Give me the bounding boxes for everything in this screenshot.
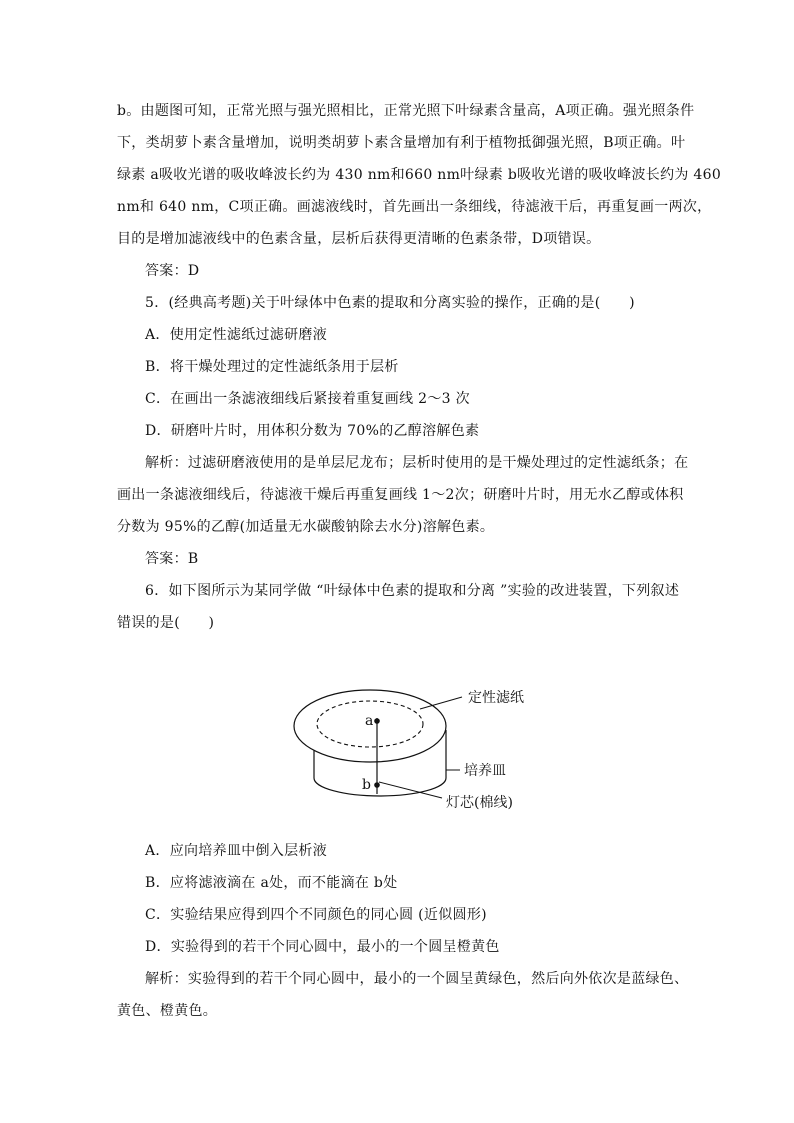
analysis-line: 黄色、橙黄色。 (117, 1003, 218, 1019)
answer-text: 答案：D (145, 263, 200, 279)
analysis-line: nm和 640 nm，C项正确。画滤液线时，首先画出一条细线，待滤液干后，再重复画一两次， (117, 199, 712, 215)
analysis-line: 目的是增加滤液线中的色素含量，层析后获得更清晰的色素条带，D项错误。 (117, 231, 601, 247)
option-a: A．应向培养皿中倒入层析液 (145, 843, 328, 859)
option-a: A．使用定性滤纸过滤研磨液 (145, 327, 328, 343)
option-b: B．将干燥处理过的定性滤纸条用于层析 (145, 359, 399, 375)
point-a-label: a (365, 713, 374, 729)
option-d: D．实验得到的若干个同心圆中，最小的一个圆呈橙黄色 (145, 939, 500, 955)
option-c: C．实验结果应得到四个不同颜色的同心圆 (近似圆形) (145, 907, 487, 923)
question-stem: 6．如下图所示为某同学做 “叶绿体中色素的提取和分离 ”实验的改进装置，下列叙述 (145, 583, 680, 599)
option-d: D．研磨叶片时，用体积分数为 70%的乙醇溶解色素 (145, 423, 480, 439)
question-stem-cont: 错误的是( ) (117, 615, 215, 631)
answer-text: 答案：B (145, 551, 199, 567)
dish-label: 培养皿 (464, 763, 506, 779)
filter-paper-label: 定性滤纸 (468, 690, 524, 706)
option-c: C．在画出一条滤液细线后紧接着重复画线 2～3 次 (145, 391, 470, 407)
point-a-dot (374, 718, 380, 724)
analysis-line: 下，类胡萝卜素含量增加，说明类胡萝卜素含量增加有利于植物抵御强光照，B项正确。叶 (117, 135, 686, 151)
question-stem: 5．(经典高考题)关于叶绿体中色素的提取和分离实验的操作，正确的是( ) (145, 295, 635, 311)
apparatus-figure (286, 660, 546, 820)
option-b: B．应将滤液滴在 a处，而不能滴在 b处 (145, 875, 398, 891)
analysis-line: 绿素 a吸收光谱的吸收峰波长约为 430 nm和660 nm叶绿素 b吸收光谱的吸收峰波长约为 460 (117, 167, 722, 183)
analysis-line: 解析：过滤研磨液使用的是单层尼龙布；层析时使用的是干燥处理过的定性滤纸条；在 (145, 455, 689, 471)
analysis-line: 解析：实验得到的若干个同心圆中，最小的一个圆呈黄绿色，然后向外依次是蓝绿色、 (145, 971, 689, 987)
wick-label: 灯芯(棉线) (446, 795, 513, 811)
dish-bottom (314, 778, 446, 796)
analysis-line: b。由题图可知，正常光照与强光照相比，正常光照下叶绿素含量高，A项正确。强光照条件 (117, 103, 695, 119)
point-b-label: b (362, 777, 371, 793)
analysis-line: 分数为 95%的乙醇(加适量无水碳酸钠除去水分)溶解色素。 (117, 519, 495, 535)
point-b-dot (374, 782, 380, 788)
analysis-line: 画出一条滤液细线后，待滤液干燥后再重复画线 1～2次；研磨叶片时，用无水乙醇或体积 (117, 487, 684, 503)
